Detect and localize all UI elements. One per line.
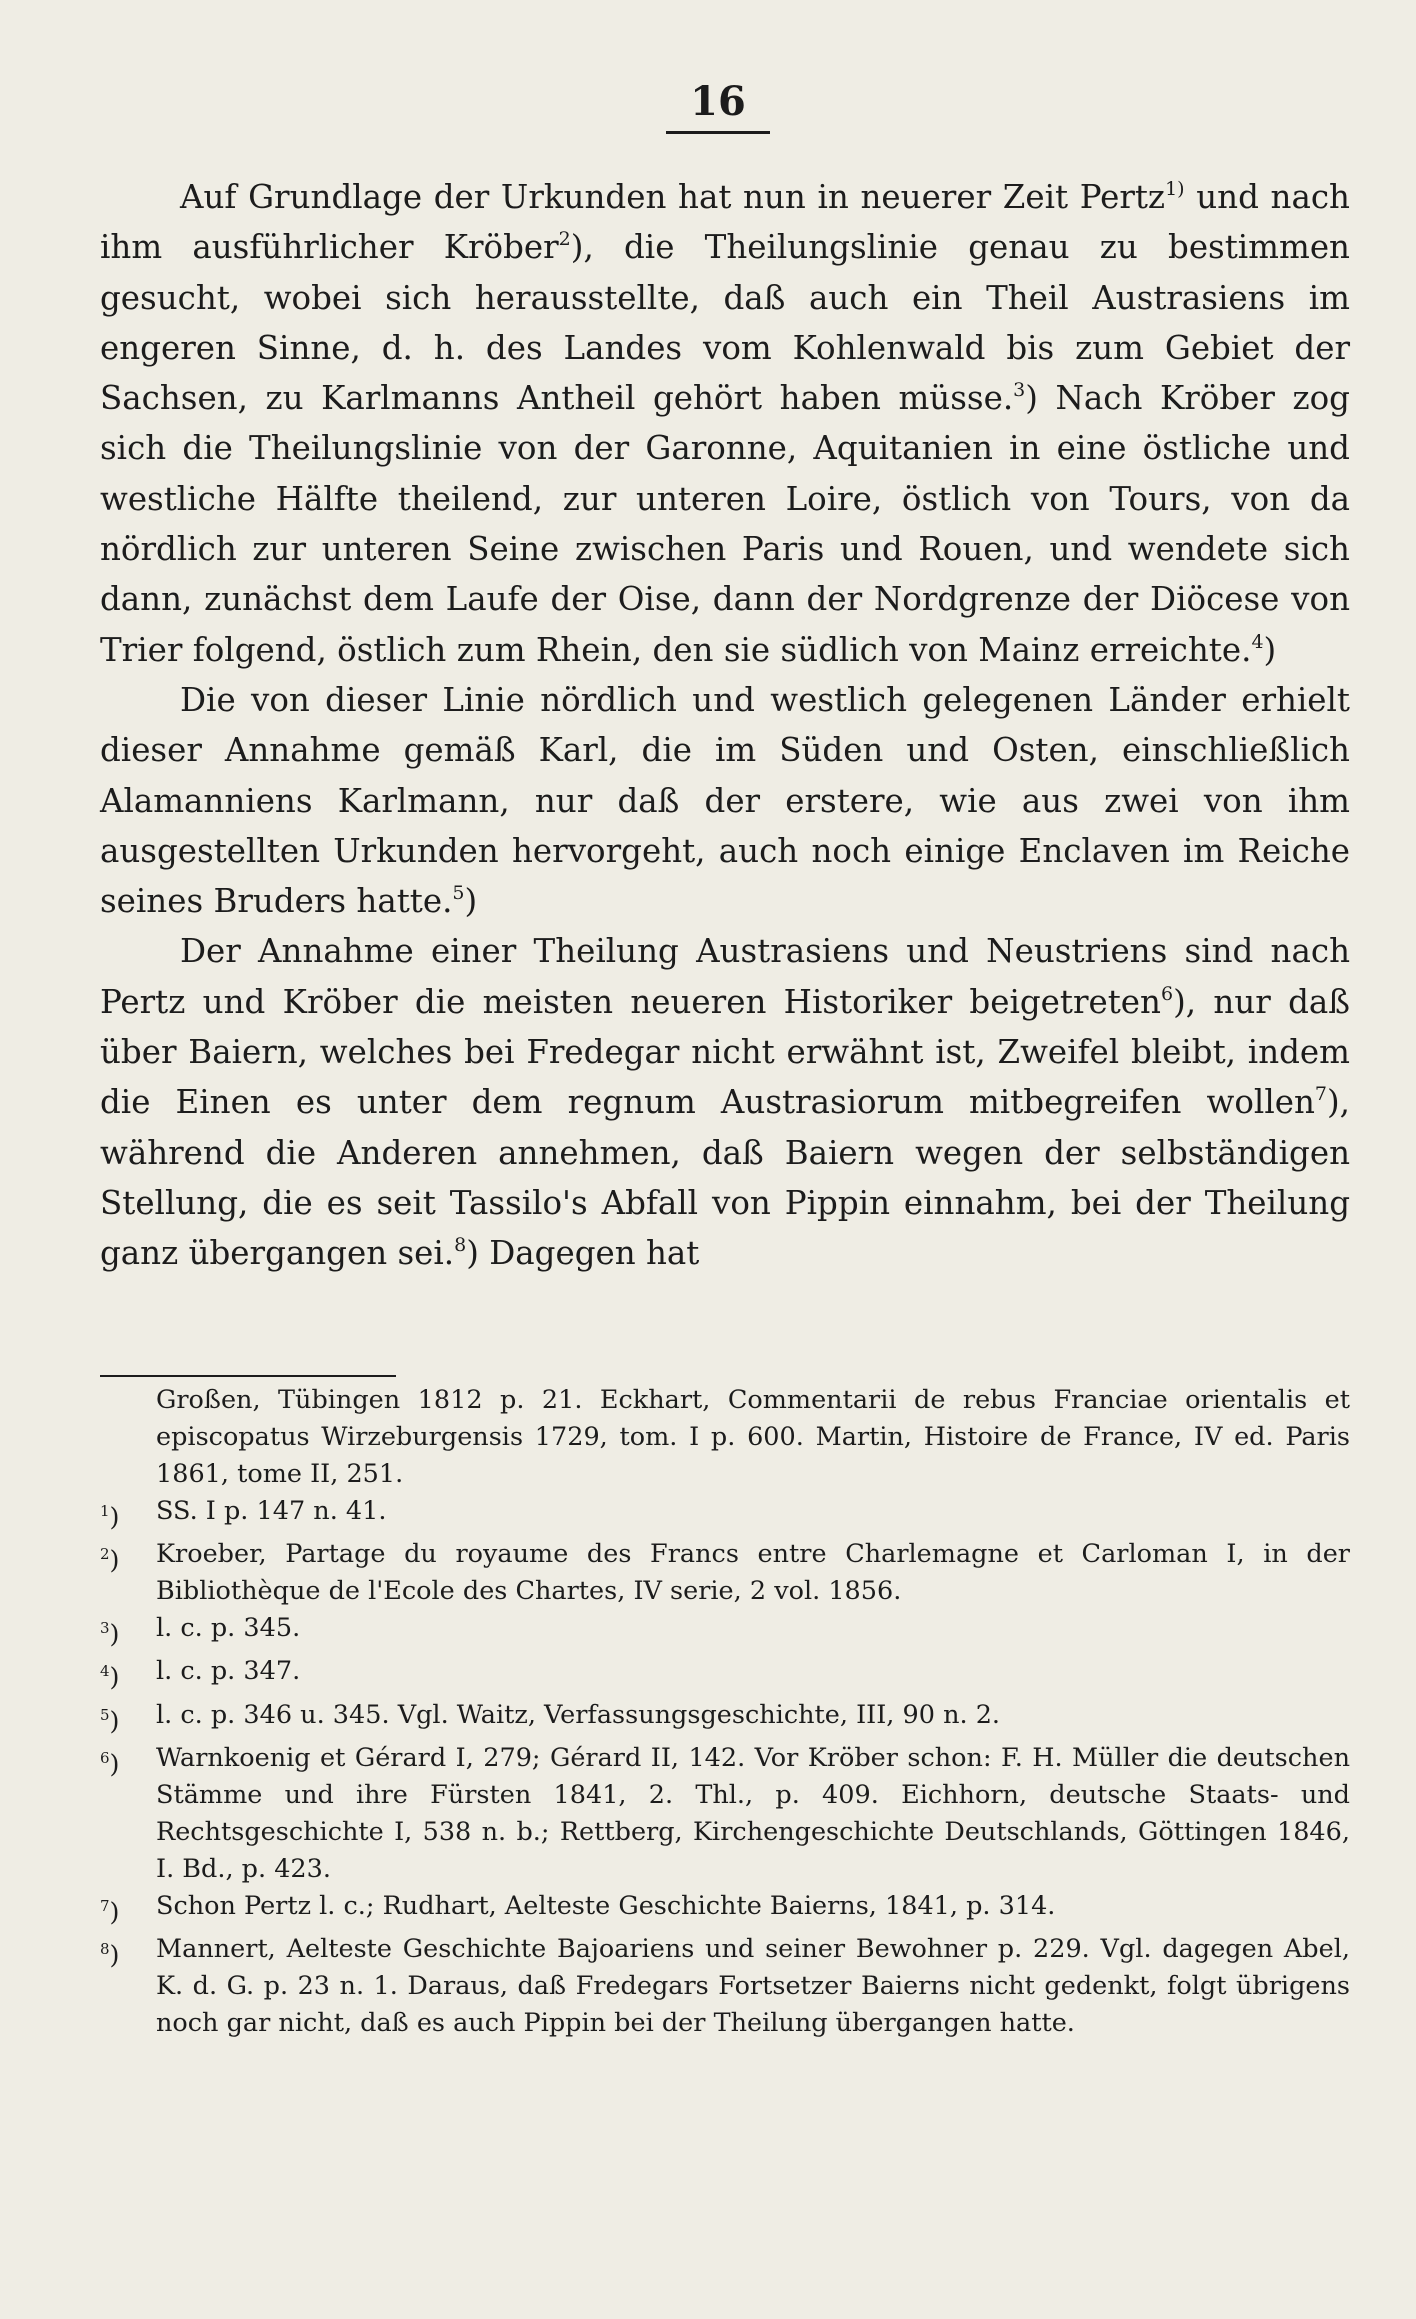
footnote bbox=[100, 1697, 1350, 1740]
page-number-rule bbox=[666, 131, 770, 134]
text-run: ) bbox=[1263, 630, 1277, 669]
footnote-reference: 1) bbox=[1165, 178, 1185, 200]
page-number: 16 bbox=[690, 78, 746, 125]
footnote-list bbox=[100, 1493, 1350, 2042]
footnote-reference: 7 bbox=[1314, 1083, 1327, 1106]
footnote bbox=[100, 1740, 1350, 1888]
body-paragraph bbox=[100, 675, 1350, 926]
footnote-reference: 4 bbox=[1251, 630, 1264, 653]
body-text bbox=[100, 172, 1350, 1279]
footnote-text: l. c. p. 346 u. 345. Vgl. Waitz, Verfassungsgeschichte, III, 90 n. 2. bbox=[156, 1699, 1001, 1730]
text-run: ), während die Anderen annehmen, daß Baiern wegen der selbständigen Stellung, die es seit Tassilo's Abfall von Pippin einnahm, bei der Theilung ganz übergangen sei. bbox=[100, 1083, 1350, 1273]
text-run: und nach ihm ausführlicher Kröber bbox=[100, 178, 1350, 267]
footnote-marker: $^8$) bbox=[100, 1940, 120, 1971]
footnote-number: 7 bbox=[100, 1896, 110, 1915]
footnote-marker: $^1$) bbox=[100, 1501, 120, 1533]
footnote bbox=[100, 1536, 1350, 1610]
footnote-text: SS. I p. 147 n. 41. bbox=[156, 1495, 387, 1526]
footnote-number: 4 bbox=[100, 1662, 110, 1681]
footnotes bbox=[100, 1382, 1350, 2042]
footnote bbox=[100, 1931, 1350, 2042]
footnote-reference: 6 bbox=[1160, 982, 1174, 1005]
footnote-text: Mannert, Aelteste Geschichte Bajoariens und seiner Bewohner p. 229. Vgl. dagegen Abel, K. d. G. p. 23 n. 1. Daraus, daß Fredegars Fortsetzer Baierns nicht gedenkt, folgt übrigens noch gar nicht, daß es auch Pippin bei der Theilung übergangen hatte. bbox=[156, 1934, 1350, 2038]
footnote bbox=[100, 1888, 1350, 1931]
footnote-text: l. c. p. 347. bbox=[156, 1656, 301, 1687]
footnote-marker: $^5$) bbox=[100, 1705, 120, 1737]
text-run: ) bbox=[464, 882, 478, 921]
footnote-marker: $^3$) bbox=[100, 1618, 120, 1650]
footnote-separator bbox=[100, 1375, 396, 1377]
footnote-marker: $^6$) bbox=[100, 1749, 120, 1780]
text-run: Auf Grundlage der Urkunden hat nun in neuerer Zeit Pertz bbox=[180, 178, 1166, 216]
text-run: ) Nach Kröber zog sich die Theilungslinie von der Garonne, Aquitanien in eine östliche und westliche Hälfte theilend, zur unteren Loire, östlich von Tours, von da nördlich zur unteren Seine zwischen Paris und Rouen, und wendete sich dann, zunächst dem Laufe der Oise, dann der Nordgrenze der Diöcese von Trier folgend, östlich zum Rhein, den sie südlich von Mainz erreichte. bbox=[100, 379, 1350, 669]
body-paragraph bbox=[100, 926, 1350, 1278]
footnote bbox=[100, 1610, 1350, 1653]
footnote-text: Schon Pertz l. c.; Rudhart, Aelteste Geschichte Baierns, 1841, p. 314. bbox=[156, 1890, 1056, 1921]
footnote bbox=[100, 1653, 1350, 1696]
text-run: Die von dieser Linie nördlich und westlich gelegenen Länder erhielt dieser Annahme gemäß Karl, die im Süden und Osten, einschließlich Alamanniens Karlmann, nur daß der erstere, wie aus zwei von ihm ausgestellten Urkunden hervorgeht, auch noch einige Enclaven im Reiche seines Bruders hatte. bbox=[100, 680, 1350, 921]
footnote-number: 2 bbox=[100, 1545, 110, 1564]
footnote-number: 5 bbox=[100, 1705, 110, 1724]
footnote bbox=[100, 1493, 1350, 1536]
footnote-number: 3 bbox=[100, 1618, 110, 1637]
footnote-reference: 5 bbox=[452, 882, 465, 905]
footnote-reference: 3 bbox=[1013, 379, 1026, 402]
text-run: ), die Theilungslinie genau zu bestimmen gesucht, wobei sich herausstellte, daß auch ein Theil Austrasiens im engeren Sinne, d. h. des Landes vom Kohlenwald bis zum Gebiet der Sachsen, zu Karlmanns Antheil gehört haben müsse. bbox=[100, 228, 1350, 418]
footnote-continuation: Großen, Tübingen 1812 p. 21. Eckhart, Commentarii de rebus Franciae orientalis et episcopatus Wirzeburgensis 1729, tom. I p. 600. Martin, Histoire de France, IV ed. Paris 1861, tome II, 251. bbox=[156, 1385, 1350, 1489]
footnote-number: 8 bbox=[100, 1940, 110, 1959]
text-run: ), nur daß über Baiern, welches bei Fredegar nicht erwähnt ist, Zweifel bleibt, indem die Einen es unter dem regnum Austrasiorum mitbegreifen wollen bbox=[100, 982, 1350, 1122]
footnote-marker: $^7$) bbox=[100, 1896, 120, 1928]
footnote-marker: $^4$) bbox=[100, 1662, 120, 1693]
footnote-text: Warnkoenig et Gérard I, 279; Gérard II, 142. Vor Kröber schon: F. H. Müller die deutschen Stämme und ihre Fürsten 1841, 2. Thl., p. 409. Eichhorn, deutsche Staats- und Rechtsgeschichte I, 538 n. b.; Rettberg, Kirchengeschichte Deutschlands, Göttingen 1846, I. Bd., p. 423. bbox=[156, 1743, 1350, 1884]
footnote-number: 1 bbox=[100, 1501, 110, 1520]
footnote-number: 6 bbox=[100, 1749, 110, 1768]
footnote-text: Kroeber, Partage du royaume des Francs entre Charlemagne et Carloman I, in der Bibliothèque de l'Ecole des Chartes, IV serie, 2 vol. 1856. bbox=[156, 1539, 1350, 1607]
footnote-reference: 8 bbox=[454, 1234, 467, 1257]
body-paragraph bbox=[100, 172, 1350, 675]
footnote-text: l. c. p. 345. bbox=[156, 1612, 301, 1643]
text-run: Der Annahme einer Theilung Austrasiens und Neustriens sind nach Pertz und Kröber die meisten neueren Historiker beigetreten bbox=[100, 932, 1350, 1021]
footnote-marker: $^2$) bbox=[100, 1545, 120, 1576]
text-run: ) Dagegen hat bbox=[466, 1234, 700, 1273]
footnote-reference: 2 bbox=[558, 228, 571, 251]
